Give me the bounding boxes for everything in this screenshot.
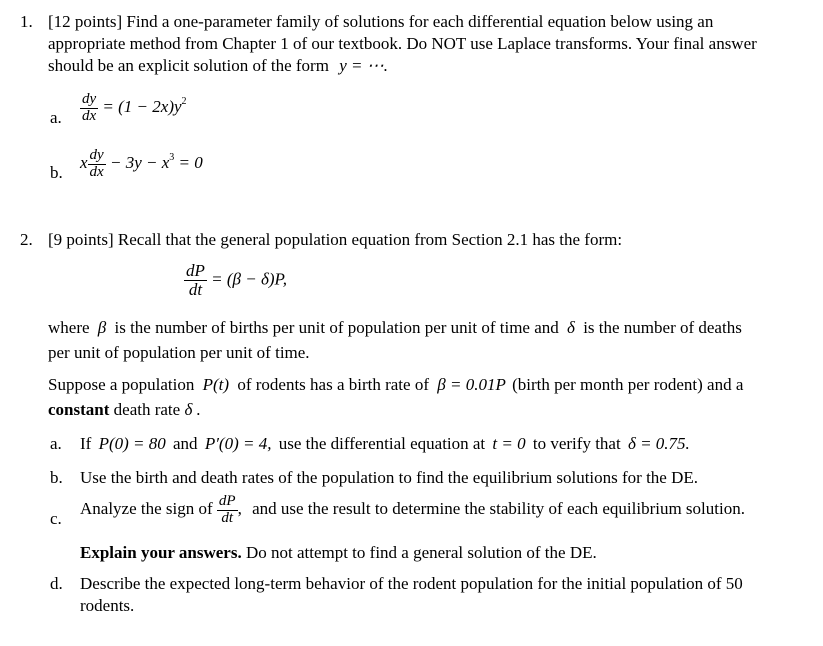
q2d-line2: rodents. <box>80 596 135 615</box>
q2c-bold: Explain your answers. <box>80 543 242 562</box>
q1b-rhs2: = 0 <box>178 153 203 173</box>
q2-eq-denominator: dt <box>188 279 203 299</box>
q2c-comma: , <box>237 499 242 519</box>
q1b-denominator: dx <box>89 163 104 180</box>
q1a-numerator: dy <box>82 91 97 107</box>
q1b-label: b. <box>50 163 63 182</box>
q1-line1 <box>48 12 713 32</box>
q2c-label: c. <box>50 509 62 528</box>
q2-suppose-text-d: death rate <box>113 400 181 419</box>
q2c-t1: Analyze the sign of <box>80 499 213 519</box>
q1b-equation <box>80 148 203 181</box>
q2c-fraction <box>217 494 238 527</box>
q2-delta-symbol: δ <box>567 318 575 337</box>
q1a-label: a. <box>50 108 62 127</box>
q1-line3 <box>48 56 388 76</box>
q2-where-text-c: is the number of deaths <box>583 318 742 337</box>
q2-line1 <box>48 230 622 250</box>
q1-text-line2: appropriate method from Chapter 1 of our textbook. Do NOT use Laplace transforms. Your final answer <box>48 34 757 53</box>
q2-beta-symbol: β <box>97 318 107 337</box>
q2-where-text-a: where <box>48 318 90 337</box>
q2-where-line1 <box>48 318 742 338</box>
q2a-t1: If <box>80 434 92 453</box>
q2-points: [9 points] <box>48 230 114 249</box>
q2a-text <box>80 434 690 454</box>
q2c-t2: and use the result to determine the stability of each equilibrium solution. <box>252 499 745 519</box>
q2a-t2: and <box>173 434 198 453</box>
q1a-equation <box>80 92 187 125</box>
q2a-m2: P′(0) = 4, <box>204 434 272 453</box>
q2c-line2 <box>80 543 597 563</box>
q1b-numerator: dy <box>89 147 104 163</box>
q1a-rhs: = (1 − 2x)y <box>102 97 182 117</box>
q2a-m1: P(0) = 80 <box>98 434 166 453</box>
q2-population-equation <box>184 262 287 299</box>
q1-text-line3: should be an explicit solution of the form <box>48 56 329 75</box>
q2-where-text-b: is the number of births per unit of population per unit of time and <box>114 318 559 337</box>
q2-pt: P(t) <box>202 375 230 394</box>
q2-intro: Recall that the general population equation from Section 2.1 has the form: <box>117 230 623 249</box>
q2-where-line2: per unit of population per unit of time. <box>48 343 310 362</box>
q2-constant-bold: constant <box>48 400 110 419</box>
q2a-m3: t = 0 <box>492 434 526 453</box>
q1a-exponent: 2 <box>181 96 187 108</box>
q2-suppose-line2 <box>48 400 201 420</box>
q2-suppose-line1 <box>48 375 743 395</box>
q2-suppose-text-b: of rodents has a birth rate of <box>237 375 429 394</box>
q2c-t3: Do not attempt to find a general solution of the DE. <box>245 543 597 562</box>
q2-number: 2. <box>20 230 33 249</box>
q1a-denominator: dx <box>82 107 97 124</box>
q1-text-line1: Find a one-parameter family of solutions for each differential equation below using an <box>126 12 714 31</box>
q2-beta-equation: β = 0.01P <box>437 375 506 394</box>
q2-suppose-text-a: Suppose a population <box>48 375 195 394</box>
q2d-label: d. <box>50 574 63 593</box>
q2c-numerator: dP <box>218 493 236 509</box>
q2d-line1: Describe the expected long-term behavior of the rodent population for the initial population of 50 <box>80 574 743 593</box>
q2-suppose-text-c: (birth per month per rodent) and a <box>512 375 744 394</box>
q1a-fraction <box>80 92 98 125</box>
q1-form: y = ⋯. <box>339 56 388 75</box>
q2-eq-numerator: dP <box>186 261 205 280</box>
q2b-text: Use the birth and death rates of the population to find the equilibrium solutions for the DE. <box>80 468 699 487</box>
q1b-rhs1: − 3y − x <box>109 153 170 173</box>
q2c-denominator: dt <box>221 509 234 526</box>
q2-eq-fraction <box>184 262 207 299</box>
q2-eq-rhs: = (β − δ)P, <box>211 269 287 289</box>
q1b-fraction <box>88 148 106 181</box>
q2b-label: b. <box>50 468 63 487</box>
q2a-t3: use the differential equation at <box>278 434 486 453</box>
q2a-m4: δ = 0.75. <box>627 434 690 453</box>
q1-points: [12 points] <box>48 12 123 31</box>
q2c-line1 <box>80 494 745 527</box>
q1b-pre: x <box>80 153 88 173</box>
q1-number: 1. <box>20 12 33 31</box>
q2a-label: a. <box>50 434 62 453</box>
q1b-exponent: 3 <box>169 152 175 164</box>
q2-delta-end: δ . <box>184 400 201 419</box>
q2a-t4: to verify that <box>532 434 621 453</box>
